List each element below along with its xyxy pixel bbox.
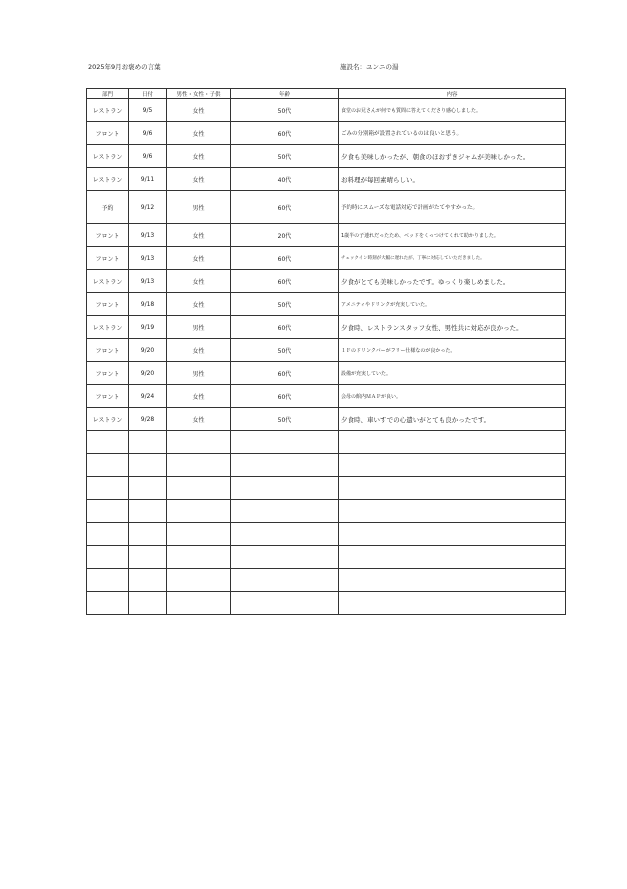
cell-age: 50代 bbox=[231, 339, 339, 362]
cell-gender: 女性 bbox=[167, 99, 231, 122]
cell-gender: 女性 bbox=[167, 145, 231, 168]
cell-date: 9/13 bbox=[129, 270, 167, 293]
cell-gender: 男性 bbox=[167, 191, 231, 224]
empty-cell bbox=[339, 523, 566, 546]
empty-row bbox=[87, 500, 566, 523]
cell-gender: 女性 bbox=[167, 270, 231, 293]
cell-dept: レストラン bbox=[87, 316, 129, 339]
facility-name: 施設名：ユンニの湯 bbox=[340, 63, 399, 71]
empty-cell bbox=[339, 569, 566, 592]
empty-cell bbox=[167, 523, 231, 546]
cell-date: 9/20 bbox=[129, 362, 167, 385]
empty-row bbox=[87, 431, 566, 454]
cell-date: 9/5 bbox=[129, 99, 167, 122]
empty-cell bbox=[87, 477, 129, 500]
empty-cell bbox=[129, 477, 167, 500]
empty-cell bbox=[231, 500, 339, 523]
cell-age: 50代 bbox=[231, 408, 339, 431]
cell-age: 50代 bbox=[231, 145, 339, 168]
table-row bbox=[87, 339, 566, 362]
report-title: 2025年9月お褒めの言葉 bbox=[88, 63, 161, 71]
table-row bbox=[87, 385, 566, 408]
cell-gender: 女性 bbox=[167, 247, 231, 270]
table-row bbox=[87, 362, 566, 385]
empty-cell bbox=[339, 546, 566, 569]
table-row bbox=[87, 247, 566, 270]
empty-cell bbox=[129, 546, 167, 569]
cell-gender: 男性 bbox=[167, 316, 231, 339]
cell-dept: フロント bbox=[87, 247, 129, 270]
compliments-table bbox=[86, 88, 566, 615]
empty-cell bbox=[167, 569, 231, 592]
cell-date: 9/28 bbox=[129, 408, 167, 431]
header-gender: 男性・女性・子供 bbox=[167, 89, 231, 99]
empty-row bbox=[87, 523, 566, 546]
cell-date: 9/20 bbox=[129, 339, 167, 362]
cell-date: 9/19 bbox=[129, 316, 167, 339]
empty-cell bbox=[339, 500, 566, 523]
cell-dept: フロント bbox=[87, 224, 129, 247]
cell-date: 9/24 bbox=[129, 385, 167, 408]
empty-cell bbox=[87, 500, 129, 523]
empty-cell bbox=[87, 569, 129, 592]
cell-dept: レストラン bbox=[87, 408, 129, 431]
empty-cell bbox=[231, 523, 339, 546]
cell-dept: フロント bbox=[87, 339, 129, 362]
table-row bbox=[87, 316, 566, 339]
cell-age: 60代 bbox=[231, 247, 339, 270]
table-row bbox=[87, 408, 566, 431]
cell-content: ごみの分別箱が設置されているのは良いと思う。 bbox=[339, 122, 566, 145]
cell-content: 会母の館内ＭＡＰが良い。 bbox=[339, 385, 566, 408]
empty-cell bbox=[167, 592, 231, 615]
cell-age: 60代 bbox=[231, 191, 339, 224]
cell-content: 予約時にスムーズな電話対応で計画がたてやすかった。 bbox=[339, 191, 566, 224]
cell-gender: 女性 bbox=[167, 293, 231, 316]
empty-cell bbox=[87, 431, 129, 454]
empty-cell bbox=[87, 592, 129, 615]
cell-content: 夕食時、レストランスタッフ女性、男性共に対応が良かった。 bbox=[339, 316, 566, 339]
cell-date: 9/6 bbox=[129, 122, 167, 145]
table-row bbox=[87, 293, 566, 316]
cell-age: 40代 bbox=[231, 168, 339, 191]
cell-dept: レストラン bbox=[87, 168, 129, 191]
cell-dept: レストラン bbox=[87, 270, 129, 293]
cell-age: 60代 bbox=[231, 270, 339, 293]
cell-date: 9/12 bbox=[129, 191, 167, 224]
empty-cell bbox=[87, 454, 129, 477]
empty-cell bbox=[167, 454, 231, 477]
cell-age: 50代 bbox=[231, 99, 339, 122]
cell-date: 9/6 bbox=[129, 145, 167, 168]
cell-content: 夕食がとても美味しかったです。ゆっくり楽しめました。 bbox=[339, 270, 566, 293]
cell-age: 60代 bbox=[231, 385, 339, 408]
empty-cell bbox=[129, 454, 167, 477]
empty-cell bbox=[231, 592, 339, 615]
cell-age: 60代 bbox=[231, 122, 339, 145]
table-row bbox=[87, 168, 566, 191]
table-row bbox=[87, 99, 566, 122]
empty-cell bbox=[129, 569, 167, 592]
header-date: 日付 bbox=[129, 89, 167, 99]
empty-cell bbox=[129, 500, 167, 523]
cell-age: 20代 bbox=[231, 224, 339, 247]
cell-date: 9/11 bbox=[129, 168, 167, 191]
cell-dept: フロント bbox=[87, 122, 129, 145]
cell-dept: 予約 bbox=[87, 191, 129, 224]
empty-cell bbox=[231, 569, 339, 592]
cell-dept: レストラン bbox=[87, 99, 129, 122]
header-age: 年齢 bbox=[231, 89, 339, 99]
empty-row bbox=[87, 569, 566, 592]
cell-dept: フロント bbox=[87, 385, 129, 408]
empty-cell bbox=[129, 431, 167, 454]
cell-gender: 女性 bbox=[167, 224, 231, 247]
empty-cell bbox=[339, 592, 566, 615]
cell-gender: 男性 bbox=[167, 362, 231, 385]
empty-cell bbox=[231, 454, 339, 477]
cell-content: アメニティやドリンクが充実していた。 bbox=[339, 293, 566, 316]
empty-cell bbox=[231, 546, 339, 569]
table-row bbox=[87, 122, 566, 145]
empty-row bbox=[87, 592, 566, 615]
cell-content: 夕食時、車いすでの心遣いがとても良かったです。 bbox=[339, 408, 566, 431]
cell-dept: フロント bbox=[87, 362, 129, 385]
cell-content: お料理が毎回素晴らしい。 bbox=[339, 168, 566, 191]
table-row bbox=[87, 270, 566, 293]
cell-dept: レストラン bbox=[87, 145, 129, 168]
empty-cell bbox=[167, 431, 231, 454]
cell-content: １Ｆのドリンクバーがフリー仕様なのが良かった。 bbox=[339, 339, 566, 362]
empty-cell bbox=[129, 592, 167, 615]
empty-row bbox=[87, 477, 566, 500]
empty-cell bbox=[129, 523, 167, 546]
cell-content: 1歳半の子連れだったため、ベッドをくっつけてくれて助かりました。 bbox=[339, 224, 566, 247]
empty-cell bbox=[339, 431, 566, 454]
cell-gender: 女性 bbox=[167, 408, 231, 431]
header-content: 内容 bbox=[339, 89, 566, 99]
empty-cell bbox=[87, 523, 129, 546]
empty-cell bbox=[339, 477, 566, 500]
cell-age: 60代 bbox=[231, 316, 339, 339]
table-header-row bbox=[87, 89, 566, 99]
cell-content: 設備が充実していた。 bbox=[339, 362, 566, 385]
cell-date: 9/13 bbox=[129, 224, 167, 247]
cell-content: 夕食も美味しかったが、朝食のほおずきジャムが美味しかった。 bbox=[339, 145, 566, 168]
empty-cell bbox=[231, 477, 339, 500]
cell-gender: 女性 bbox=[167, 168, 231, 191]
empty-row bbox=[87, 546, 566, 569]
cell-gender: 女性 bbox=[167, 385, 231, 408]
cell-content: チェックイン時刻が大幅に遅れたが、丁寧に対応していただきました。 bbox=[339, 247, 566, 270]
cell-gender: 女性 bbox=[167, 122, 231, 145]
header-dept: 部門 bbox=[87, 89, 129, 99]
empty-cell bbox=[339, 454, 566, 477]
cell-age: 50代 bbox=[231, 293, 339, 316]
empty-row bbox=[87, 454, 566, 477]
cell-date: 9/13 bbox=[129, 247, 167, 270]
empty-cell bbox=[87, 546, 129, 569]
empty-cell bbox=[231, 431, 339, 454]
cell-content: 食堂のお兄さんが何でも質問に答えてくださり感心しました。 bbox=[339, 99, 566, 122]
empty-cell bbox=[167, 546, 231, 569]
empty-cell bbox=[167, 500, 231, 523]
empty-cell bbox=[167, 477, 231, 500]
table-row bbox=[87, 145, 566, 168]
table-row bbox=[87, 224, 566, 247]
cell-age: 60代 bbox=[231, 362, 339, 385]
cell-date: 9/18 bbox=[129, 293, 167, 316]
table-row bbox=[87, 191, 566, 224]
cell-gender: 女性 bbox=[167, 339, 231, 362]
cell-dept: フロント bbox=[87, 293, 129, 316]
